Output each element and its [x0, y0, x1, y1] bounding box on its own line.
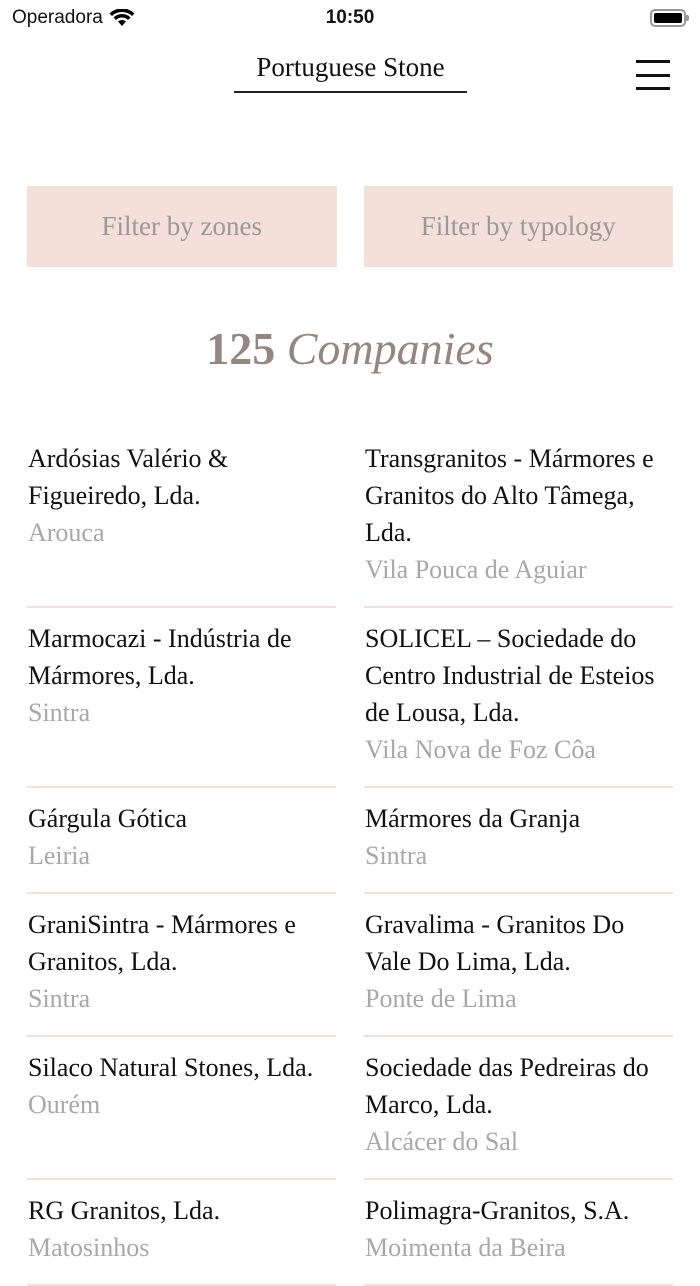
company-list-item[interactable] [27, 428, 336, 608]
companies-count-heading [0, 322, 700, 375]
company-name: Marmocazi - Indústria de Mármores, Lda. [28, 624, 292, 690]
company-city: Matosinhos [28, 1233, 150, 1262]
status-bar [0, 0, 700, 40]
company-name: Sociedade das Pedreiras do Marco, Lda. [365, 1053, 649, 1119]
company-name: Silaco Natural Stones, Lda. [28, 1053, 314, 1082]
company-name: RG Granitos, Lda. [28, 1196, 221, 1225]
navigation-bar [0, 40, 700, 110]
company-name: Gravalima - Granitos Do Vale Do Lima, Lda. [365, 910, 625, 976]
filters [27, 186, 673, 267]
company-list-item[interactable] [27, 1037, 336, 1180]
company-list-item[interactable] [364, 894, 673, 1037]
company-list-item[interactable] [364, 788, 673, 894]
company-city: Ourém [28, 1090, 101, 1119]
company-list-item[interactable] [27, 1180, 336, 1286]
company-name: Polimagra-Granitos, S.A. [365, 1196, 630, 1225]
company-city: Arouca [28, 518, 105, 547]
company-list-item[interactable] [27, 788, 336, 894]
company-city: Sintra [28, 698, 91, 727]
battery-icon [650, 9, 686, 27]
company-list-item[interactable] [27, 608, 336, 788]
company-city: Alcácer do Sal [365, 1127, 519, 1156]
company-city: Sintra [28, 984, 91, 1013]
company-city: Sintra [365, 841, 428, 870]
company-list-item[interactable] [364, 1180, 673, 1286]
company-city: Moimenta da Beira [365, 1233, 566, 1262]
company-city: Vila Nova de Foz Côa [365, 735, 596, 764]
clock: 10:50 [325, 7, 375, 28]
hamburger-menu-icon[interactable] [636, 60, 670, 90]
company-city: Ponte de Lima [365, 984, 517, 1013]
company-list-item[interactable] [364, 428, 673, 608]
company-name: Gárgula Gótica [28, 804, 188, 833]
carrier-name: Operadora [12, 7, 103, 28]
companies-count: 125 [206, 323, 276, 374]
app-title: Portuguese Stone [234, 52, 467, 93]
company-list-item[interactable] [27, 894, 336, 1037]
company-list-item[interactable] [364, 1037, 673, 1180]
company-list [27, 428, 673, 1286]
company-name: GraniSintra - Mármores e Granitos, Lda. [28, 910, 296, 976]
company-name: SOLICEL – Sociedade do Centro Industrial de Esteios de Lousa, Lda. [365, 624, 655, 727]
filter-by-zones-button[interactable]: Filter by zones [27, 186, 337, 267]
company-name: Ardósias Valério & Figueiredo, Lda. [28, 444, 229, 510]
company-list-item[interactable] [364, 608, 673, 788]
company-city: Leiria [28, 841, 91, 870]
company-city: Vila Pouca de Aguiar [365, 555, 587, 584]
filter-by-typology-button[interactable]: Filter by typology [364, 186, 674, 267]
company-name: Transgranitos - Mármores e Granitos do Alto Tâmega, Lda. [365, 444, 654, 547]
companies-label: Companies [286, 323, 494, 374]
company-name: Mármores da Granja [365, 804, 581, 833]
